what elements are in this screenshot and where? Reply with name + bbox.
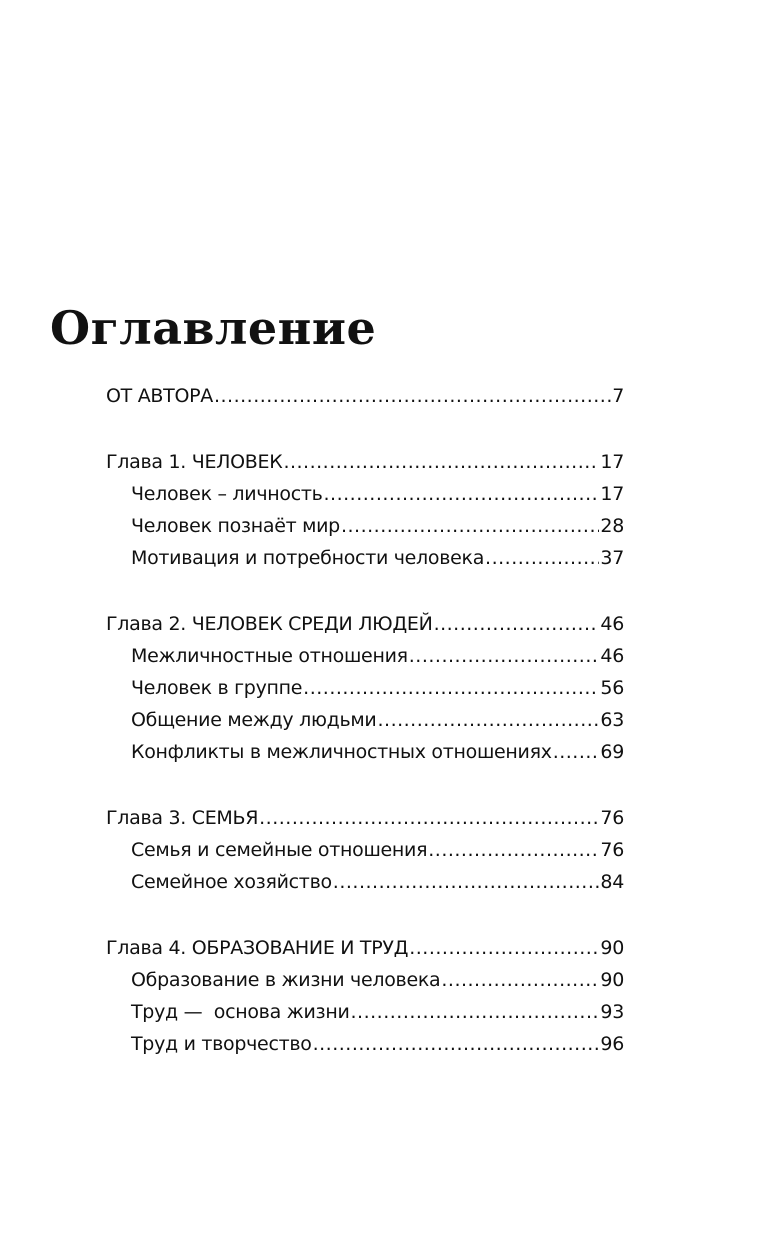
toc-entry-page: 76: [600, 839, 624, 861]
dot-leader: [553, 736, 600, 768]
toc-entry-title: Человек в группе: [131, 677, 303, 699]
toc-entry-title: ОТ АВТОРА: [106, 385, 213, 407]
toc-entry-section[interactable]: [106, 640, 624, 672]
toc-entry-title: Межличностные отношения: [131, 645, 408, 667]
toc-entry-page: 46: [600, 613, 624, 635]
dot-leader: [409, 640, 600, 672]
toc-entry-page: 63: [600, 709, 624, 731]
toc-entry-title: Человек познаёт мир: [131, 515, 340, 537]
toc-entry-title: Конфликты в межличностных отношениях: [131, 741, 552, 763]
toc-entry-title: Семейное хозяйство: [131, 871, 332, 893]
toc-entry-page: 46: [600, 645, 624, 667]
toc-entry-page: 37: [600, 547, 624, 569]
dot-leader: [313, 1028, 600, 1060]
toc-entry-title: Труд и творчество: [131, 1033, 312, 1055]
dot-leader: [333, 866, 600, 898]
toc-entry-title: Образование в жизни человека: [131, 969, 441, 991]
toc-entry-title: Человек – личность: [131, 483, 323, 505]
toc-entry-section[interactable]: [106, 704, 624, 736]
toc-entry-page: 17: [600, 483, 624, 505]
toc-entry-page: 90: [600, 937, 624, 959]
dot-leader: [324, 478, 600, 510]
dot-leader: [441, 964, 599, 996]
toc-entry-chapter-3[interactable]: [106, 802, 624, 834]
toc-entry-title: Глава 1. ЧЕЛОВЕК: [106, 451, 283, 473]
page-title: Оглавление: [50, 301, 377, 355]
toc-entry-foreword[interactable]: [106, 380, 624, 412]
toc-entry-section[interactable]: [106, 510, 624, 542]
toc-entry-page: 69: [600, 741, 624, 763]
dot-leader: [283, 446, 599, 478]
toc-entry-page: 76: [600, 807, 624, 829]
toc-entry-section[interactable]: [106, 736, 624, 768]
table-of-contents: [106, 380, 624, 1060]
toc-entry-section[interactable]: [106, 866, 624, 898]
dot-leader: [409, 932, 599, 964]
toc-entry-page: 56: [600, 677, 624, 699]
toc-entry-title: Мотивация и потребности человека: [131, 547, 485, 569]
dot-leader: [434, 608, 600, 640]
toc-entry-page: 93: [600, 1001, 624, 1023]
dot-leader: [259, 802, 599, 834]
toc-entry-section[interactable]: [106, 478, 624, 510]
toc-entry-section[interactable]: [106, 672, 624, 704]
toc-entry-page: 96: [600, 1033, 624, 1055]
toc-entry-page: 84: [600, 871, 624, 893]
toc-entry-title: Глава 3. СЕМЬЯ: [106, 807, 259, 829]
toc-entry-chapter-2[interactable]: [106, 608, 624, 640]
toc-entry-title: Семья и семейные отношения: [131, 839, 428, 861]
toc-entry-section[interactable]: [106, 834, 624, 866]
toc-entry-section[interactable]: [106, 964, 624, 996]
dot-leader: [351, 996, 600, 1028]
toc-entry-page: 17: [600, 451, 624, 473]
toc-entry-title: Глава 4. ОБРАЗОВАНИЕ И ТРУД: [106, 937, 409, 959]
toc-entry-section[interactable]: [106, 996, 624, 1028]
toc-entry-title: Общение между людьми: [131, 709, 377, 731]
toc-entry-page: 28: [600, 515, 624, 537]
toc-entry-page: 90: [600, 969, 624, 991]
dot-leader: [428, 834, 599, 866]
toc-entry-title: Глава 2. ЧЕЛОВЕК СРЕДИ ЛЮДЕЙ: [106, 613, 433, 635]
toc-entry-page: 7: [612, 385, 624, 407]
dot-leader: [303, 672, 599, 704]
dot-leader: [377, 704, 599, 736]
toc-entry-section[interactable]: [106, 1028, 624, 1060]
dot-leader: [214, 380, 611, 412]
dot-leader: [341, 510, 599, 542]
toc-entry-chapter-1[interactable]: [106, 446, 624, 478]
toc-entry-section[interactable]: [106, 542, 624, 574]
toc-entry-chapter-4[interactable]: [106, 932, 624, 964]
toc-entry-title: Труд — основа жизни: [131, 1001, 350, 1023]
dot-leader: [485, 542, 599, 574]
